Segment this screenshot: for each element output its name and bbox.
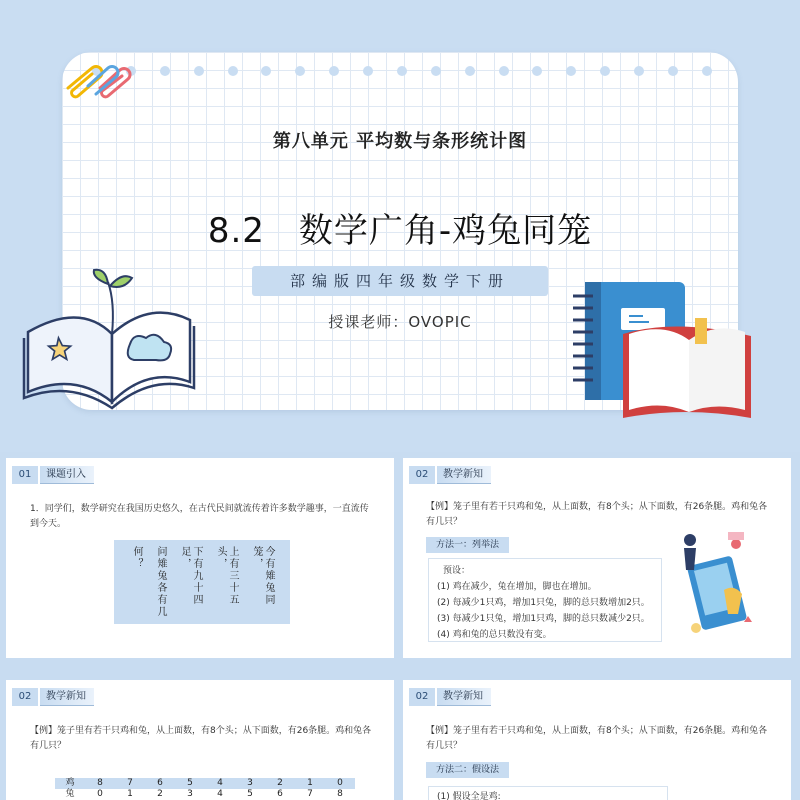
verse-line: 今有雉兔同笼， bbox=[251, 546, 274, 606]
unit-title: 第八单元 平均数与条形统计图 bbox=[272, 131, 528, 152]
verse-line: 下有九十四足， bbox=[179, 546, 202, 606]
people-illustration-icon bbox=[676, 530, 760, 640]
binder-hole bbox=[329, 66, 339, 76]
table-cell: 7 bbox=[307, 789, 313, 799]
table-cell: 3 bbox=[187, 789, 193, 799]
binder-hole bbox=[499, 66, 509, 76]
hypothesis-item: (1) 假设全是鸡: bbox=[437, 792, 501, 800]
table-cell: 6 bbox=[145, 778, 175, 789]
binder-hole bbox=[160, 66, 170, 76]
lesson-number: 8.2 bbox=[207, 211, 265, 251]
binder-hole bbox=[702, 66, 712, 76]
binder-hole bbox=[566, 66, 576, 76]
section-title: 教学新知 bbox=[40, 688, 94, 706]
section-header bbox=[6, 680, 394, 708]
footer-bar bbox=[403, 658, 791, 670]
open-book-icon bbox=[20, 262, 200, 412]
hypothesis-item: (1) 鸡在减少，兔在增加，脚也在增加。 bbox=[437, 582, 597, 592]
ancient-verse-box bbox=[114, 540, 290, 624]
hypothesis-item: (3) 每减少1只兔，增加1只鸡，脚的总只数减少2只。 bbox=[437, 614, 650, 624]
hypothesis-box bbox=[428, 786, 668, 800]
binder-hole bbox=[600, 66, 610, 76]
table-cell: 5 bbox=[247, 789, 253, 799]
hypothesis-label: 预设： bbox=[443, 566, 471, 576]
paper-clip-icon bbox=[58, 58, 138, 108]
verse-line: 何？ bbox=[131, 546, 142, 570]
binder-hole bbox=[465, 66, 475, 76]
binder-hole bbox=[397, 66, 407, 76]
table-cell: 1 bbox=[295, 778, 325, 789]
binder-hole bbox=[363, 66, 373, 76]
notebook-icon bbox=[565, 278, 755, 424]
table-cell: 鸡 bbox=[55, 778, 85, 789]
method-tag: 方法二：假设法 bbox=[426, 762, 509, 778]
section-header bbox=[403, 680, 791, 708]
table-cell: 3 bbox=[235, 778, 265, 789]
table-cell: 8 bbox=[337, 789, 343, 799]
verse-line: 问雉兔各有几 bbox=[155, 546, 166, 618]
binder-hole bbox=[228, 66, 238, 76]
method-tag: 方法一：列举法 bbox=[426, 537, 509, 553]
table-cell: 2 bbox=[157, 789, 163, 799]
binder-hole bbox=[431, 66, 441, 76]
section-header bbox=[403, 458, 791, 486]
table-cell: 2 bbox=[265, 778, 295, 789]
binder-holes bbox=[92, 66, 712, 78]
section-number: 02 bbox=[409, 466, 435, 484]
hypothesis-item: (4) 鸡和兔的总只数没有变。 bbox=[437, 630, 552, 640]
table-cell: 4 bbox=[217, 789, 223, 799]
section-title: 教学新知 bbox=[437, 688, 491, 706]
enumeration-table bbox=[55, 778, 355, 800]
lesson-title: 数学广角-鸡兔同笼 bbox=[298, 211, 593, 251]
table-cell: 0 bbox=[325, 778, 355, 789]
table-row bbox=[55, 778, 355, 789]
table-cell: 1 bbox=[127, 789, 133, 799]
problem-text: 【例】笼子里有若干只鸡和兔，从上面数，有8个头；从下面数，有26条腿。鸡和兔各有几只？ bbox=[426, 502, 768, 527]
section-number: 01 bbox=[12, 466, 38, 484]
problem-text: 【例】笼子里有若干只鸡和兔，从上面数，有8个头；从下面数，有26条腿。鸡和兔各有几只？ bbox=[426, 726, 768, 751]
section-number: 02 bbox=[12, 688, 38, 706]
table-cell: 6 bbox=[277, 789, 283, 799]
problem-text: 【例】笼子里有若干只鸡和兔，从上面数，有8个头；从下面数，有26条腿。鸡和兔各有几只？ bbox=[30, 726, 372, 751]
grade-label: 部编版四年级数学下册 bbox=[252, 266, 548, 296]
hypothesis-box bbox=[428, 558, 662, 642]
intro-paragraph: 1．同学们，数学研究在我国历史悠久，在古代民间就流传着许多数学趣事，一直流传到今天。 bbox=[30, 504, 369, 529]
section-header bbox=[6, 458, 394, 486]
table-cell: 7 bbox=[115, 778, 145, 789]
lesson-title-row bbox=[0, 203, 800, 252]
section-title: 课题引入 bbox=[40, 466, 94, 484]
table-cell: 0 bbox=[97, 789, 103, 799]
binder-hole bbox=[668, 66, 678, 76]
binder-hole bbox=[532, 66, 542, 76]
table-cell: 5 bbox=[175, 778, 205, 789]
section-title: 教学新知 bbox=[437, 466, 491, 484]
binder-hole bbox=[295, 66, 305, 76]
table-cell: 兔 bbox=[65, 789, 75, 799]
table-row bbox=[55, 789, 355, 800]
table-cell: 4 bbox=[205, 778, 235, 789]
binder-hole bbox=[634, 66, 644, 76]
table-cell: 8 bbox=[85, 778, 115, 789]
teacher-label: 授课老师：OVOPIC bbox=[328, 313, 472, 331]
binder-hole bbox=[194, 66, 204, 76]
binder-hole bbox=[261, 66, 271, 76]
hypothesis-item: (2) 每减少1只鸡，增加1只兔，脚的总只数增加2只。 bbox=[437, 598, 650, 608]
verse-line: 上有三十五头， bbox=[215, 546, 238, 606]
footer-bar bbox=[6, 658, 394, 670]
section-number: 02 bbox=[409, 688, 435, 706]
